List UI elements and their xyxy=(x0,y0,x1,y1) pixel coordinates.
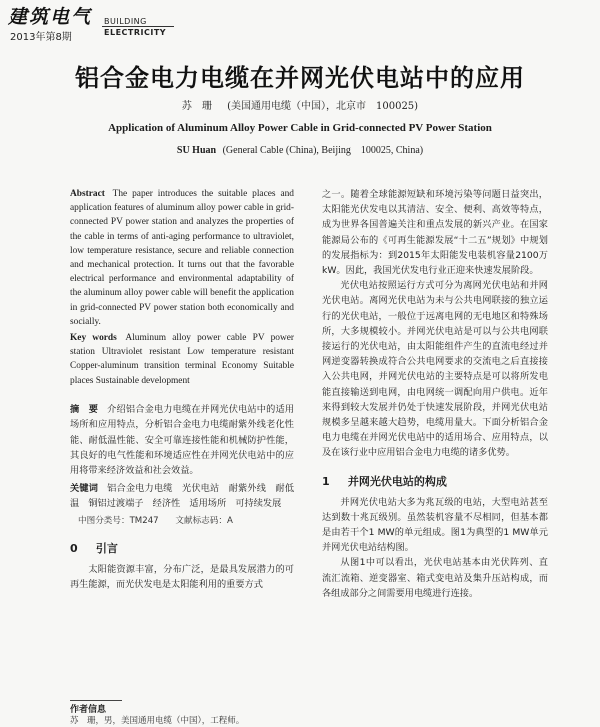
clc-number: 中图分类号：TM247 xyxy=(78,515,159,526)
document-code: 文献标志码：A xyxy=(175,515,233,526)
paper-title-cn: 铝合金电力电缆在并网光伏电站中的应用 xyxy=(75,63,525,92)
author-line-en xyxy=(0,141,600,156)
abstract-en-label: Abstract xyxy=(70,189,105,199)
body-paragraph-4: 从图1中可以看出，光伏电站基本由光伏阵列、直流汇流箱、逆变器室、箱式变电站及集升压站构成，而各组成部分之间需要用电缆进行连接。 xyxy=(322,557,548,599)
section-title-0: 引言 xyxy=(95,541,118,555)
abstract-en xyxy=(70,187,294,329)
journal-name-en xyxy=(104,16,166,38)
issue-number: 2013年第8期 xyxy=(10,32,72,43)
author-info-text: 苏 珊，男，美国通用电缆（中国），工程师。 xyxy=(70,716,245,726)
keywords-en-label: Key words xyxy=(70,333,117,344)
journal-name-en-line2: ELECTRICITY xyxy=(104,28,167,37)
section-heading-0 xyxy=(70,540,294,556)
paper-title-en: Application of Aluminum Alloy Power Cable in Grid-connected PV Power Station xyxy=(108,122,492,134)
intro-paragraph: 太阳能资源丰富，分布广泛，是最具发展潜力的可再生能源，而光伏发电是太阳能利用的重要方式 xyxy=(70,563,294,590)
intro-paragraph-continued: 之一。随着全球能源短缺和环境污染等问题日益突出，太阳能光伏发电以其清洁、安全、便利、高效等特点，成为世界各国普遍关注和重点发展的新兴产业。在国家能源局公布的《可再生能源发展“十二五”规划》中规划的发展指标为：到2015年太阳能发电装机容量2100万kW。因此，我国光伏发电行业正迎来快速发展阶段。 xyxy=(322,189,548,277)
keywords-cn-text: 铝合金电力电缆 光伏电站 耐紫外线 耐低温 铜铝过渡端子 经济性 适用场所 可持续发展 xyxy=(70,482,295,510)
right-column xyxy=(322,187,548,601)
classification-codes xyxy=(78,514,294,528)
abstract-en-text: The paper introduces the suitable places and application features of aluminum alloy power cable in grid-connected PV power station and analyzes the properties of the cable in terms of anti-aging performance to ultraviolet, low temperature resistance, secure and reliable connection and mechanical protection. It turns out that the favorable electrical performance and environmental adaptability of the aluminum alloy power cable will benefit the application in grid-connected PV power station both economically and socially. xyxy=(70,189,294,327)
author-line-cn xyxy=(0,97,600,112)
abstract-cn-text: 介绍铝合金电力电缆在并网光伏电站中的适用场所和应用特点，分析铝合金电力电缆耐紫外线老化性能、耐低温性能、安全可靠连接性能和机械防护性能，其良好的电气性能和环境适应性在并网光伏电站中的应用将带来经济效益和社会效益。 xyxy=(70,403,295,477)
keywords-en xyxy=(70,331,294,388)
section-heading-1 xyxy=(322,473,548,489)
keywords-cn xyxy=(70,481,294,512)
author-name-cn: 苏 珊 xyxy=(181,101,212,112)
left-column xyxy=(70,187,294,592)
section-title-1: 并网光伏电站的构成 xyxy=(347,474,447,488)
section-number-0: 0 xyxy=(70,541,78,555)
keywords-cn-label: 关键词 xyxy=(70,482,99,494)
journal-logo: 建筑电气 xyxy=(8,6,93,28)
footer-rule xyxy=(70,700,122,701)
body-paragraph-3: 并网光伏电站大多为兆瓦级的电站，大型电站甚至达到数十兆瓦级别。虽然装机容量不尽相同，但基本都是由若干个1 MW的单元组成。图1为典型的1 MW单元并网光伏电站结构图。 xyxy=(322,496,548,554)
author-affiliation-cn: (美国通用电缆（中国），北京市 100025) xyxy=(227,101,419,112)
masthead xyxy=(8,2,592,42)
section-number-1: 1 xyxy=(322,474,330,488)
journal-name-en-line1: BUILDING xyxy=(104,17,147,26)
author-affiliation-en: (General Cable (China), Beijing 100025, China) xyxy=(222,145,424,156)
keywords-en-text: Aluminum alloy power cable PV power station Ultraviolet resistant Low temperature resistant Copper-aluminum transition terminal Economy Suitable places Sustainable development xyxy=(70,333,294,386)
author-name-en: SU Huan xyxy=(176,145,217,156)
abstract-cn xyxy=(70,402,294,479)
abstract-cn-label: 摘 要 xyxy=(70,403,99,415)
author-info-heading: 作者信息 xyxy=(70,705,107,715)
body-paragraph-2: 光伏电站按照运行方式可分为离网光伏电站和并网光伏电站。离网光伏电站为未与公共电网联接的独立运行的光伏电站，一般位于远离电网的无电地区和特殊场所，大多规模较小。并网光伏电站是可以与公共电网联接运行的光伏电站，由太阳能组件产生的直流电经过并网逆变器转换成符合公共电网要求的交流电之后直接接入公共电网，并网光伏电站的主要特点是可以将所发电能直接输送到电网，由电网统一调配向用户供电。近年来得到较大发展并仍处于快速发展阶段，并网光伏电站规模多呈越来越大趋势，电缆用量大。下面分析铝合金电力电缆在并网光伏电站中的适用场合、应用特点，以及在该行业中应用铝合金电力电缆的诸多优势。 xyxy=(322,280,548,459)
